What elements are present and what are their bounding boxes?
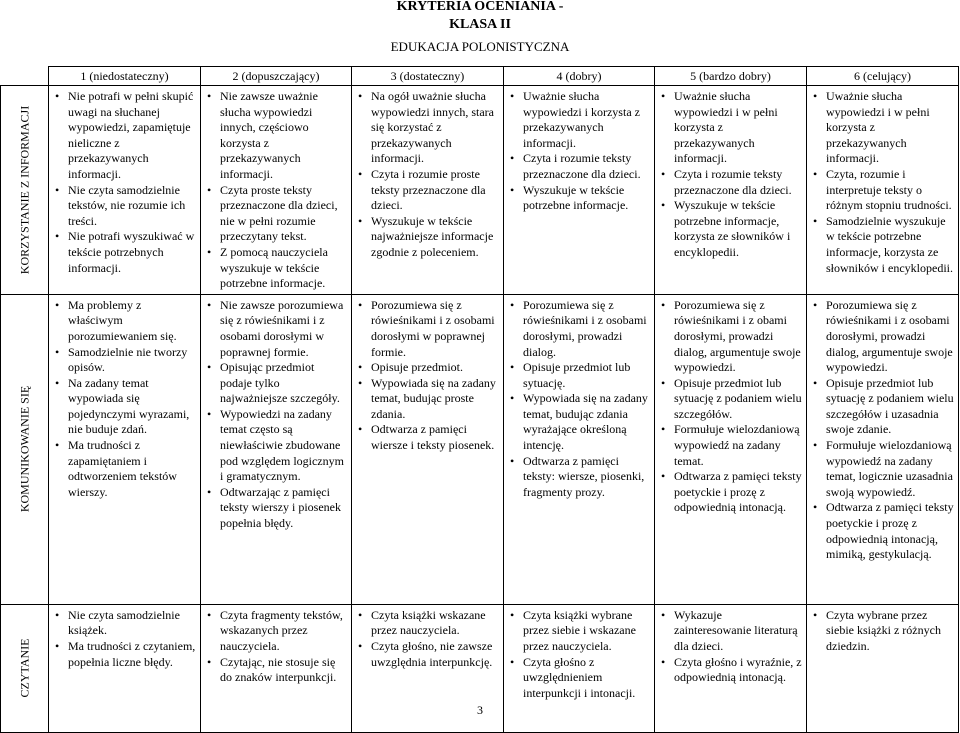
row-label: CZYTANIE [17,638,31,698]
criteria-item: • Czyta wybrane przez siebie książki z różnych dziedzin. [813,608,954,655]
grade-header-6: 6 (celujący) [807,67,959,86]
criteria-item: • Czyta książki wskazane przez nauczyciela. [358,608,499,639]
criteria-item: • Opisuje przedmiot. [358,360,499,376]
row-label: KOMUNIKOWANIE SIĘ [17,386,31,513]
criteria-cell-grade-5 [655,294,807,604]
criteria-item: • Czyta, rozumie i interpretuje teksty o różnym stopniu trudności. [813,167,954,214]
criteria-list [661,298,802,516]
criteria-cell-grade-4 [504,294,655,604]
criteria-item: • Czyta głośno, nie zawsze uwzględnia interpunkcję. [358,639,499,670]
criteria-item: • Porozumiewa się z rówieśnikami i z osobami dorosłymi w poprawnej formie. [358,298,499,360]
criteria-cell-grade-2 [201,86,352,295]
criteria-list [207,608,347,686]
criteria-item: • Nie potrafi w pełni skupić uwagi na słuchanej wypowiedzi, zapamiętuje nieliczne z przekazywanych informacji. [55,89,196,183]
criteria-item: • Wykazuje zainteresowanie literaturą dla dzieci. [661,608,802,655]
criteria-cell-grade-4 [504,86,655,295]
criteria-item: • Nie zawsze uważnie słucha wypowiedzi innych, częściowo korzysta z przekazywanych informacji. [207,89,347,183]
row-label-cell [1,294,49,604]
criteria-table [0,66,959,733]
criteria-cell-grade-1 [49,86,201,295]
criteria-item: • Czyta proste teksty przeznaczone dla dzieci, nie w pełni rozumie przeczytany tekst. [207,183,347,245]
criteria-item: • Czyta i rozumie proste teksty przeznaczone dla dzieci. [358,167,499,214]
criteria-item: • Ma trudności z zapamiętaniem i odtworzeniem tekstów wierszy. [55,438,196,500]
criteria-item: • Ma problemy z właściwym porozumiewaniem się. [55,298,196,345]
criteria-list [510,298,650,501]
criteria-list [207,89,347,292]
document-title: KRYTERIA OCENIANIA - [396,0,564,14]
criteria-list [55,89,196,276]
criteria-item: • Uważnie słucha wypowiedzi i w pełni korzysta z przekazywanych informacji. [661,89,802,167]
criteria-item: • Czyta fragmenty tekstów, wskazanych przez nauczyciela. [207,608,347,655]
criteria-item: • Opisuje przedmiot lub sytuację z podaniem wielu szczegółów. [661,376,802,423]
criteria-item: • Odtwarzając z pamięci teksty wierszy i piosenek popełnia błędy. [207,485,347,532]
criteria-list [813,298,954,563]
criteria-cell-grade-3 [352,86,504,295]
criteria-item: • Wypowiada się na zadany temat, budując proste zdania. [358,376,499,423]
grade-header-row [1,67,959,86]
criteria-item: • Wyszukuje w tekście potrzebne informacje, korzysta ze słowników i encyklopedii. [661,198,802,260]
criteria-item: • Wypowiada się na zadany temat, budując zdania wyrażające określoną intencję. [510,391,650,453]
criteria-item: • Formułuje wielozdaniową wypowiedź na zadany temat. [661,422,802,469]
document-subject: EDUKACJA POLONISTYCZNA [390,39,570,54]
criteria-row-korzystanie-z-informacji [1,86,959,295]
grade-header-5: 5 (bardzo dobry) [655,67,807,86]
criteria-item: • Nie zawsze porozumiewa się z rówieśnikami i z osobami dorosłymi w poprawnej formie. [207,298,347,360]
page-number: 3 [477,703,483,717]
criteria-item: • Porozumiewa się z rówieśnikami i z osobami dorosłymi, prowadzi dialog. [510,298,650,360]
criteria-cell-grade-1 [49,294,201,604]
criteria-item: • Formułuje wielozdaniową wypowiedź na zadany temat, logicznie uzasadnia swoją wypowiedź. [813,438,954,500]
grade-header-3: 3 (dostateczny) [352,67,504,86]
criteria-cell-grade-3 [352,294,504,604]
criteria-item: • Odtwarza z pamięci teksty poetyckie i prozę z odpowiednią intonacją. [661,469,802,516]
row-label-cell [1,86,49,295]
criteria-item: • Porozumiewa się z rówieśnikami i z obami dorosłymi, prowadzi dialog, argumentuje swoje wypowiedzi. [661,298,802,376]
criteria-item: • Odtwarza z pamięci wiersze i teksty piosenek. [358,422,499,453]
criteria-item: • Wypowiedzi na zadany temat często są niewłaściwie zbudowane pod względem logicznym i gramatycznym. [207,407,347,485]
grade-header-2: 2 (dopuszczający) [201,67,352,86]
criteria-item: • Samodzielnie wyszukuje w tekście potrzebne informacje, korzysta ze słowników i encyklopedii. [813,214,954,276]
criteria-item: • Odtwarza z pamięci teksty: wiersze, piosenki, fragmenty prozy. [510,454,650,501]
criteria-item: • Odtwarza z pamięci teksty poetyckie i prozę z odpowiednią intonacją, mimiką, gestykulacją. [813,500,954,562]
criteria-item: • Nie czyta samodzielnie tekstów, nie rozumie ich treści. [55,183,196,230]
criteria-cell-grade-2 [201,294,352,604]
criteria-item: • Czyta i rozumie teksty przeznaczone dla dzieci. [510,151,650,182]
criteria-list [510,608,650,702]
document-class: KLASA II [449,17,511,32]
criteria-item: • Wyszukuje w tekście najważniejsze informacje zgodnie z poleceniem. [358,214,499,261]
criteria-cell-grade-6 [807,86,959,295]
criteria-item: • Na ogół uważnie słucha wypowiedzi innych, stara się korzystać z przekazywanych informacji. [358,89,499,167]
criteria-list [813,608,954,655]
criteria-list [358,608,499,670]
criteria-item: • Nie potrafi wyszukiwać w tekście potrzebnych informacji. [55,229,196,276]
criteria-list [813,89,954,276]
criteria-list [510,89,650,214]
criteria-item: • Nie czyta samodzielnie książek. [55,608,196,639]
criteria-item: • Z pomocą nauczyciela wyszukuje w tekście potrzebne informacje. [207,245,347,292]
criteria-item: • Czyta głośno i wyraźnie, z odpowiednią intonacją. [661,655,802,686]
header-corner [1,67,49,86]
criteria-item: • Czyta głośno z uwzględnieniem interpunkcji i intonacji. [510,655,650,702]
criteria-item: • Ma trudności z czytaniem, popełnia liczne błędy. [55,639,196,670]
criteria-item: • Opisując przedmiot podaje tylko najważniejsze szczegóły. [207,360,347,407]
criteria-row-komunikowanie-sie [1,294,959,604]
criteria-list [661,608,802,686]
criteria-list [358,89,499,261]
criteria-item: • Wyszukuje w tekście potrzebne informacje. [510,183,650,214]
grade-header-1: 1 (niedostateczny) [49,67,201,86]
criteria-item: • Na zadany temat wypowiada się pojedynczymi wyrazami, nie buduje zdań. [55,376,196,438]
row-label: KORZYSTANIE Z INFORMACJI [17,105,31,275]
criteria-list [55,298,196,501]
criteria-cell-grade-6 [807,294,959,604]
criteria-item: • Uważnie słucha wypowiedzi i korzysta z przekazywanych informacji. [510,89,650,151]
criteria-item: • Uważnie słucha wypowiedzi i w pełni korzysta z przekazywanych informacji. [813,89,954,167]
criteria-list [207,298,347,532]
criteria-item: • Opisuje przedmiot lub sytuację z podaniem wielu szczegółów i uzasadnia swoje zdanie. [813,376,954,438]
criteria-item: • Czyta książki wybrane przez siebie i wskazane przez nauczyciela. [510,608,650,655]
criteria-item: • Opisuje przedmiot lub sytuację. [510,360,650,391]
criteria-item: • Czyta i rozumie teksty przeznaczone dla dzieci. [661,167,802,198]
criteria-item: • Czytając, nie stosuje się do znaków interpunkcji. [207,655,347,686]
criteria-cell-grade-5 [655,86,807,295]
criteria-list [661,89,802,261]
criteria-list [358,298,499,454]
criteria-item: • Samodzielnie nie tworzy opisów. [55,345,196,376]
criteria-item: • Porozumiewa się z rówieśnikami i z osobami dorosłymi, prowadzi dialog, argumentuje swoje wypowiedzi. [813,298,954,376]
grade-header-4: 4 (dobry) [504,67,655,86]
criteria-list [55,608,196,670]
